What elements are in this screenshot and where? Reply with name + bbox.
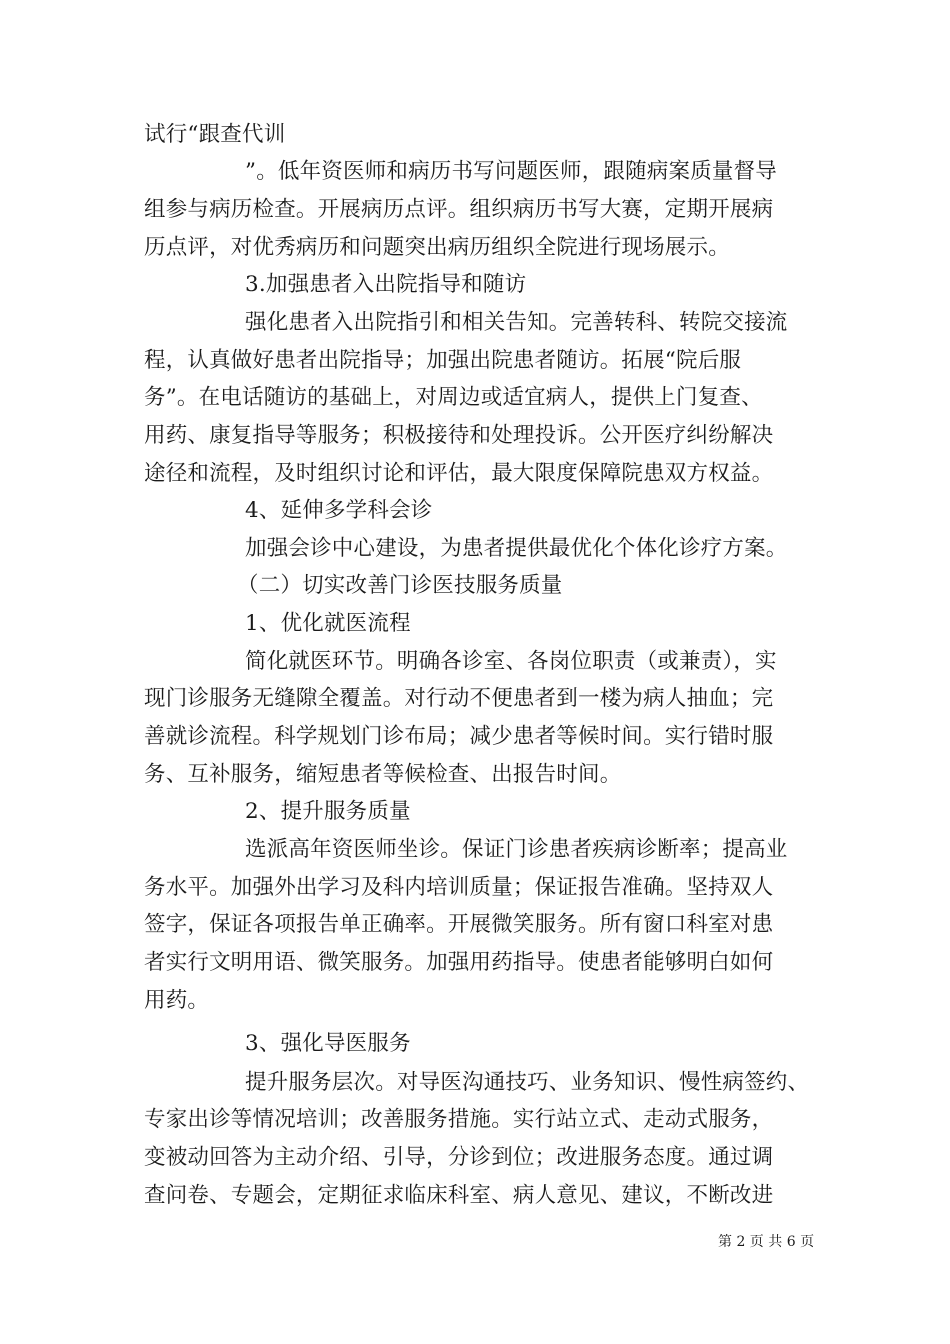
text-line: 选派高年资医师坐诊。保证门诊患者疾病诊断率；提高业 [245, 837, 788, 862]
text-line: 现门诊服务无缝隙全覆盖。对行动不便患者到一楼为病人抽血；完 [144, 686, 774, 711]
text-line: 途径和流程，及时组织讨论和评估，最大限度保障院患双方权益。 [144, 461, 774, 486]
text-line: 善就诊流程。科学规划门诊布局；减少患者等候时间。实行错时服 [144, 724, 774, 749]
text-line: 简化就医环节。明确各诊室、各岗位职责（或兼责），实 [245, 649, 777, 674]
page-number: 第 2 页 共 6 页 [718, 1234, 815, 1250]
text-line: 务、互补服务，缩短患者等候检查、出报告时间。 [144, 762, 622, 787]
section-heading: 4、延伸多学科会诊 [245, 498, 433, 523]
text-line: 加强会诊中心建设，为患者提供最优化个体化诊疗方案。 [245, 536, 788, 561]
section-heading: 2、提升服务质量 [245, 799, 411, 824]
text-line: 强化患者入出院指引和相关告知。完善转科、转院交接流 [245, 310, 788, 335]
section-heading: 1、优化就医流程 [245, 611, 411, 636]
text-line: ”。低年资医师和病历书写问题医师，跟随病案质量督导 [245, 159, 777, 184]
text-line: 提升服务层次。对导医沟通技巧、业务知识、慢性病签约、 [245, 1070, 810, 1095]
section-heading: 3、强化导医服务 [245, 1031, 411, 1056]
section-heading: （二）切实改善门诊医技服务质量 [237, 573, 563, 598]
text-line: 务”。在电话随访的基础上，对周边或适宜病人，提供上门复查、 [144, 385, 763, 410]
text-line: 者实行文明用语、微笑服务。加强用药指导。使患者能够明白如何 [144, 950, 774, 975]
text-line: 查问卷、专题会，定期征求临床科室、病人意见、建议，不断改进 [144, 1183, 774, 1208]
text-line: 专家出诊等情况培训；改善服务措施。实行站立式、走动式服务， [144, 1107, 774, 1132]
text-line: 用药、康复指导等服务；积极接待和处理投诉。公开医疗纠纷解决 [144, 423, 774, 448]
text-line: 组参与病历检查。开展病历点评。组织病历书写大赛，定期开展病 [144, 197, 774, 222]
text-line: 试行“跟查代训 [144, 122, 286, 147]
text-line: 用药。 [144, 988, 210, 1013]
text-line: 务水平。加强外出学习及科内培训质量；保证报告准确。坚持双人 [144, 875, 774, 900]
text-line: 历点评，对优秀病历和问题突出病历组织全院进行现场展示。 [144, 235, 730, 260]
text-line: 程，认真做好患者出院指导；加强出院患者随访。拓展“院后服 [144, 348, 742, 373]
text-line: 签字，保证各项报告单正确率。开展微笑服务。所有窗口科室对患 [144, 912, 774, 937]
section-heading: 3.加强患者入出院指导和随访 [245, 272, 527, 297]
text-line: 变被动回答为主动介绍、引导，分诊到位；改进服务态度。通过调 [144, 1145, 774, 1170]
